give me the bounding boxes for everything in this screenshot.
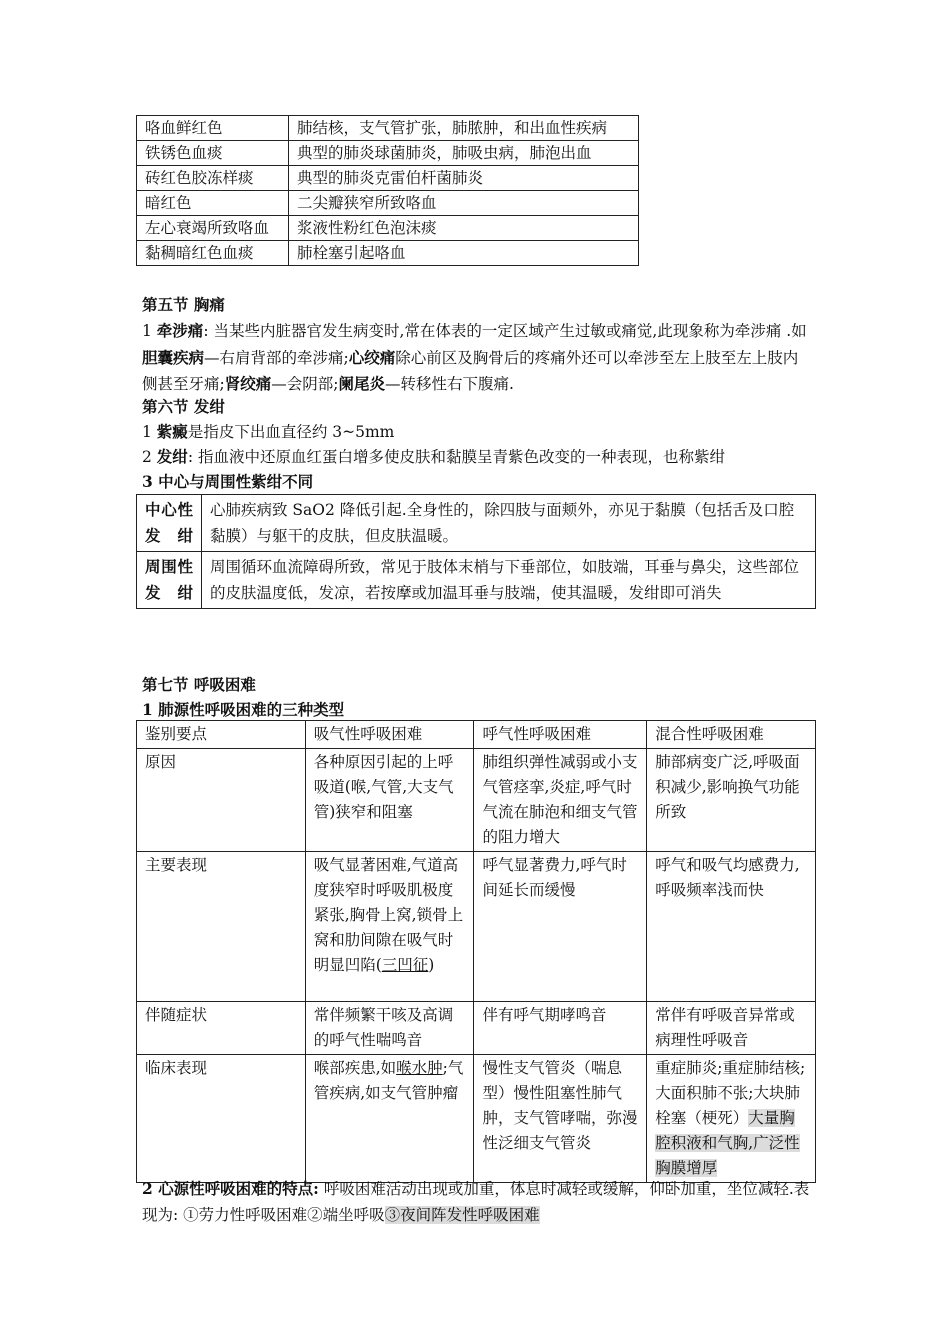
table-cell: 典型的肺炎球菌肺炎，肺吸虫病，肺泡出血 xyxy=(289,141,639,166)
table-cell: 喉部疾患,如喉水肿;气管疾病,如支气管肿瘤 xyxy=(305,1055,474,1183)
table-cell: 肺部病变广泛,呼吸面积减少,影响换气功能所致 xyxy=(647,749,816,852)
table-row xyxy=(137,141,639,166)
table-cell: 周围循环血流障碍所致，常见于肢体末梢与下垂部位，如肢端，耳垂与鼻尖，这些部位的皮肤温度低，发凉，若按摩或加温耳垂与肢端，使其温暖，发绀即可消失 xyxy=(202,552,816,609)
table-cell: 左心衰竭所致咯血 xyxy=(137,216,289,241)
table-cell: 伴有呼气期哮鸣音 xyxy=(474,1002,647,1055)
table-header-cell: 混合性呼吸困难 xyxy=(647,721,816,749)
section-6-title: 第六节 发绀 xyxy=(142,397,225,416)
table-cell: 主要表现 xyxy=(137,852,306,1002)
table-row xyxy=(137,241,639,266)
table-row xyxy=(137,721,816,749)
table-cell: 砖红色胶冻样痰 xyxy=(137,166,289,191)
table-header-cell: 吸气性呼吸困难 xyxy=(305,721,474,749)
section-5-title: 第五节 胸痛 xyxy=(142,295,225,314)
table-row xyxy=(137,166,639,191)
table-cell: 典型的肺炎克雷伯杆菌肺炎 xyxy=(289,166,639,191)
cyanosis-types-heading: 3 中心与周围性紫绀不同 xyxy=(142,472,314,491)
table-row xyxy=(137,552,816,609)
table-cell: 常伴有呼吸音异常或病理性呼吸音 xyxy=(647,1002,816,1055)
table-row xyxy=(137,1055,816,1183)
highlighted-text: 大量胸腔积液和气胸,广泛性胸膜增厚 xyxy=(655,1109,800,1177)
table-row xyxy=(137,749,816,852)
table-row xyxy=(137,216,639,241)
table-cell: 浆液性粉红色泡沫痰 xyxy=(289,216,639,241)
purpura-line: 1 紫癜是指皮下出血直径约 3~5mm xyxy=(142,422,395,441)
table-cell: 重症肺炎;重症肺结核;大面积肺不张;大块肺栓塞（梗死）大量胸腔积液和气胸,广泛性胸膜增厚 xyxy=(647,1055,816,1183)
cyanosis-line: 2 发绀: 指血液中还原血红蛋白增多使皮肤和黏膜呈青紫色改变的一种表现，也称紫绀 xyxy=(142,447,725,466)
table-row xyxy=(137,495,816,552)
cyanosis-table xyxy=(136,494,816,609)
table-row xyxy=(137,116,639,141)
table-row xyxy=(137,191,639,216)
dyspnea-table xyxy=(136,720,816,1183)
section-7-title: 第七节 呼吸困难 xyxy=(142,675,256,694)
table-cell: 吸气显著困难,气道高度狭窄时呼吸肌极度紧张,胸骨上窝,锁骨上窝和肋间隙在吸气时明显凹陷(三凹征) xyxy=(305,852,474,1002)
table-cell: 呼气和吸气均感费力,呼吸频率浅而快 xyxy=(647,852,816,1002)
table-cell: 临床表现 xyxy=(137,1055,306,1183)
table-header-cell: 呼气性呼吸困难 xyxy=(474,721,647,749)
term-referred-pain: 牵涉痛 xyxy=(156,321,204,340)
table-cell: 肺栓塞引起咯血 xyxy=(289,241,639,266)
table-row xyxy=(137,852,816,1002)
highlighted-text: ③夜间阵发性呼吸困难 xyxy=(384,1205,540,1224)
table-cell: 二尖瓣狭窄所致咯血 xyxy=(289,191,639,216)
table-cell: 肺结核，支气管扩张，肺脓肿，和出血性疾病 xyxy=(289,116,639,141)
table-cell: 伴随症状 xyxy=(137,1002,306,1055)
table-cell: 中心性发绀 xyxy=(137,495,202,552)
table-cell: 周围性发绀 xyxy=(137,552,202,609)
table-cell: 暗红色 xyxy=(137,191,289,216)
table-cell: 咯血鲜红色 xyxy=(137,116,289,141)
pulmonary-dyspnea-heading: 1 肺源性呼吸困难的三种类型 xyxy=(142,700,345,719)
table-cell: 常伴频繁干咳及高调的呼气性喘鸣音 xyxy=(305,1002,474,1055)
table-header-cell: 鉴别要点 xyxy=(137,721,306,749)
table-cell: 各种原因引起的上呼吸道(喉,气管,大支气管)狭窄和阻塞 xyxy=(305,749,474,852)
table-cell: 心肺疾病致 SaO2 降低引起.全身性的，除四肢与面颊外，亦见于黏膜（包括舌及口腔黏膜）与躯干的皮肤，但皮肤温暖。 xyxy=(202,495,816,552)
table-row xyxy=(137,1002,816,1055)
table-cell: 呼气显著费力,呼气时间延长而缓慢 xyxy=(474,852,647,1002)
laryngeal-edema: 喉水肿 xyxy=(396,1059,443,1077)
hemoptysis-color-table xyxy=(136,115,639,266)
table-cell: 慢性支气管炎（喘息型）慢性阻塞性肺气肿，支气管哮喘，弥漫性泛细支气管炎 xyxy=(474,1055,647,1183)
three-depressions-sign: 三凹征 xyxy=(381,956,429,974)
table-cell: 黏稠暗红色血痰 xyxy=(137,241,289,266)
table-cell: 原因 xyxy=(137,749,306,852)
cardiac-dyspnea-paragraph: 2 心源性呼吸困难的特点: 呼吸困难活动出现或加重，体息时减轻或缓解，仰卧加重，坐位减轻.表现为: ①劳力性呼吸困难②端坐呼吸③夜间阵发性呼吸困难 xyxy=(142,1179,810,1224)
table-cell: 肺组织弹性减弱或小支气管痉挛,炎症,呼气时气流在肺泡和细支气管的阻力增大 xyxy=(474,749,647,852)
referred-pain-paragraph: 1 牵涉痛: 当某些内脏器官发生病变时,常在体表的一定区域产生过敏或痛觉,此现象称为牵涉痛 .如胆囊疾病—右肩背部的牵涉痛;心绞痛除心前区及胸骨后的疼痛外还可以牵涉至左上肢至左上肢内侧甚至牙痛;肾绞痛—会阴部;阑尾炎—转移性右下腹痛. xyxy=(142,321,807,393)
table-cell: 铁锈色血痰 xyxy=(137,141,289,166)
